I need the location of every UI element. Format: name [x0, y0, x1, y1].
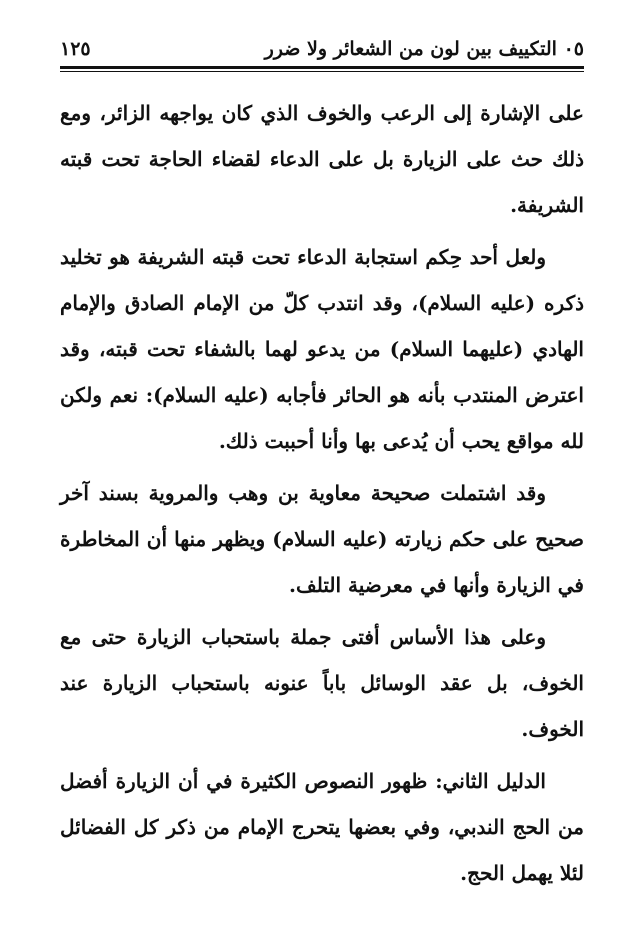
- paragraph-4: وعلى هذا الأساس أفتى جملة باستحباب الزيارة حتى مع الخوف، بل عقد الوسائل باباً عنونه باستحباب الزيارة عند الخوف.: [60, 625, 584, 741]
- running-header: [60, 26, 584, 60]
- page-number: ١٢٥: [60, 38, 91, 60]
- paragraph-1: على الإشارة إلى الرعب والخوف الذي كان يواجهه الزائر، ومع ذلك حث على الزيارة بل على الدعاء لقضاء الحاجة تحت قبته الشريفة.: [60, 101, 584, 217]
- header-rule-thin: [60, 71, 584, 72]
- paragraph-5: الدليل الثاني: ظهور النصوص الكثيرة في أن الزيارة أفضل من الحج الندبي، وفي بعضها يتحرج الإمام من ذكر كل الفضائل لئلا يهمل الحج.: [60, 769, 584, 885]
- paragraph-2: ولعل أحد حِكم استجابة الدعاء تحت قبته الشريفة هو تخليد ذكره (عليه السلام)، وقد انتدب كلّ من الإمام الصادق والإمام الهادي (عليهما السلام) من يدعو لهما بالشفاء تحت قبته، وقد اعترض المنتدب بأنه هو الحائر فأجابه (عليه السلام): نعم ولكن لله مواقع يحب أن يُدعى بها وأنا أحببت ذلك.: [60, 245, 584, 453]
- header-rule-thick: [60, 66, 584, 69]
- body-text: [60, 90, 584, 902]
- paragraph-3: وقد اشتملت صحيحة معاوية بن وهب والمروية بسند آخر صحيح على حكم زيارته (عليه السلام) ويظهر منها أن المخاطرة في الزيارة وأنها في معرضية التلف.: [60, 481, 584, 597]
- chapter-title: ٠٥ التكييف بين لون من الشعائر ولا ضرر: [264, 38, 584, 60]
